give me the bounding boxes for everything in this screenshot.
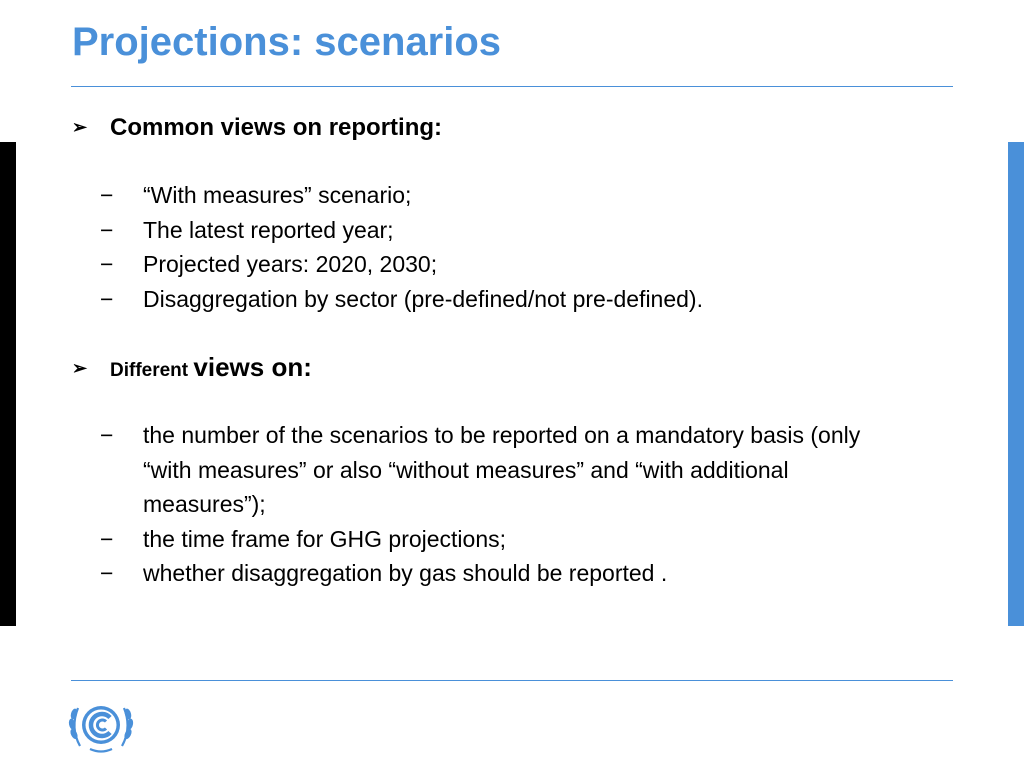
footer-divider [71, 680, 953, 681]
list-item [100, 247, 893, 282]
list-item [100, 213, 893, 248]
list-item [100, 522, 893, 557]
list-item [100, 556, 893, 591]
bullet-heading-part2: views on: [193, 352, 312, 382]
unfccc-logo-icon [66, 696, 136, 756]
list-item [100, 178, 893, 213]
dash-marker: − [100, 182, 114, 208]
bullet-heading: Common views on reporting: [110, 114, 443, 141]
right-edge-bar [1008, 142, 1024, 626]
dash-marker: − [100, 216, 114, 243]
bullet-common-views [72, 110, 442, 145]
dash-marker: − [100, 525, 114, 552]
common-views-list [100, 178, 893, 316]
list-item [100, 282, 893, 317]
list-item-text: The latest reported year; [143, 216, 394, 243]
different-views-list [100, 418, 893, 591]
dash-marker: − [100, 251, 114, 277]
left-edge-bar [0, 142, 16, 626]
bullet-different-views [72, 350, 312, 388]
dash-marker: − [100, 560, 114, 586]
arrow-bullet-icon: ➢ [72, 358, 88, 378]
list-item-text: Projected years: 2020, 2030; [143, 251, 438, 277]
dash-marker: − [100, 422, 114, 448]
list-item-text: the number of the scenarios to be reported on a mandatory basis (only “with measures” or also “without measures” and “with additional measures”); [143, 422, 861, 517]
arrow-bullet-icon: ➢ [72, 117, 88, 137]
list-item [100, 418, 893, 522]
list-item-text: Disaggregation by sector (pre-defined/not pre-defined). [143, 285, 703, 312]
list-item-text: whether disaggregation by gas should be reported . [143, 560, 668, 586]
slide-title: Projections: scenarios [72, 20, 502, 64]
list-item-text: the time frame for GHG projections; [143, 525, 507, 552]
title-divider [71, 86, 953, 87]
list-item-text: “With measures” scenario; [143, 182, 412, 208]
dash-marker: − [100, 285, 114, 312]
bullet-heading-part1: Different [110, 360, 194, 381]
